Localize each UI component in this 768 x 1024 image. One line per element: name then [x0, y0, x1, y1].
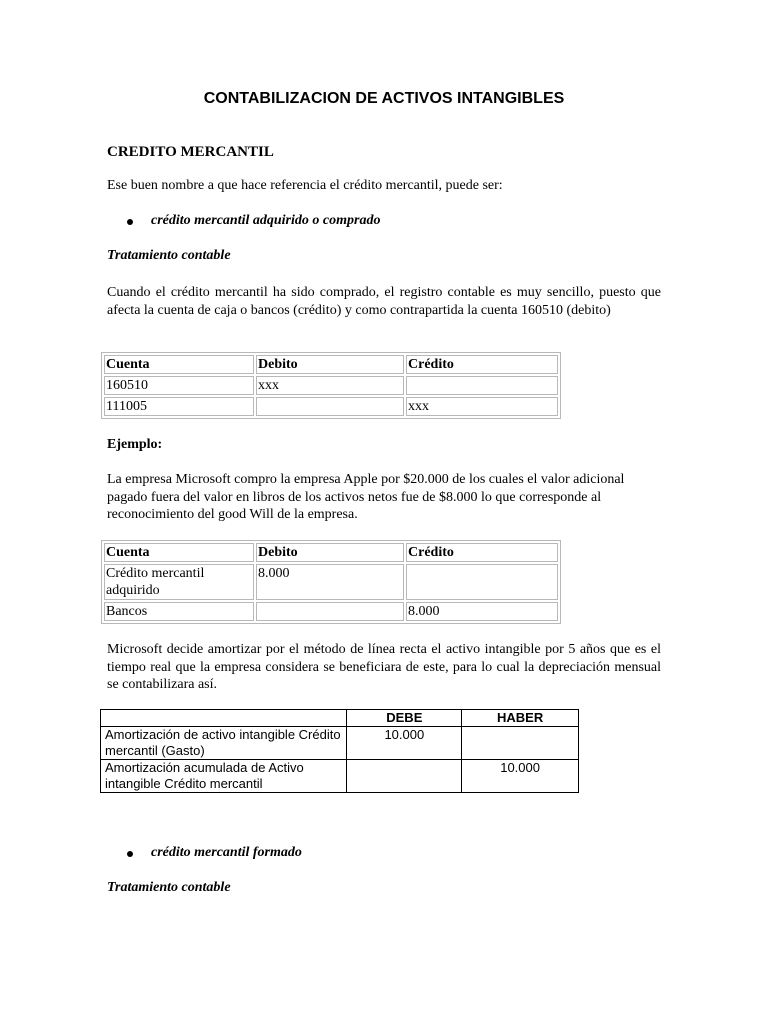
column-header: DEBE [347, 710, 462, 727]
table-cell: 160510 [104, 376, 254, 395]
example-heading: Ejemplo: [107, 437, 163, 452]
document-title: CONTABILIZACION DE ACTIVOS INTANGIBLES [203, 90, 565, 107]
subheading-tratamiento-2: Tratamiento contable [107, 880, 231, 895]
bullet-text: crédito mercantil adquirido o comprado [151, 213, 381, 228]
column-header: Debito [256, 355, 404, 374]
column-header [101, 710, 347, 727]
column-header: Crédito [406, 543, 558, 562]
table-cell [256, 602, 404, 621]
table-cell [256, 397, 404, 416]
amortization-table [100, 709, 579, 793]
table-row [104, 564, 558, 600]
column-header: Crédito [406, 355, 558, 374]
table-cell: xxx [256, 376, 404, 395]
table-header-row [104, 355, 558, 374]
table-cell: 10.000 [462, 760, 579, 793]
subheading-tratamiento: Tratamiento contable [107, 248, 231, 263]
intro-paragraph: Ese buen nombre a que hace referencia el crédito mercantil, puede ser: [107, 178, 503, 193]
table-row [101, 727, 579, 760]
bullet-icon [127, 851, 133, 857]
table-row [104, 397, 558, 416]
table-cell [462, 727, 579, 760]
bullet-text: crédito mercantil formado [151, 845, 302, 860]
table-cell: Bancos [104, 602, 254, 621]
paragraph-amortizacion: Microsoft decide amortizar por el método de línea recta el activo intangible por 5 años que es el tiempo real que la empresa considera se beneficiara de este, para lo cual la depreciación mensual se contabilizara así. [107, 642, 661, 692]
table-row [104, 602, 558, 621]
column-header: Cuenta [104, 543, 254, 562]
paragraph-registro: Cuando el crédito mercantil ha sido comprado, el registro contable es muy sencillo, puesto que afecta la cuenta de caja o bancos (crédito) y como contrapartida la cuenta 160510 (debito) [107, 285, 661, 318]
table-row [101, 760, 579, 793]
table-cell: Amortización acumulada de Activo intangible Crédito mercantil [101, 760, 347, 793]
section-heading: CREDITO MERCANTIL [107, 144, 274, 160]
table-cell [406, 376, 558, 395]
table-header-row [104, 543, 558, 562]
column-header: Cuenta [104, 355, 254, 374]
accounts-table-2 [101, 540, 561, 624]
table-cell: 8.000 [406, 602, 558, 621]
table-cell: 10.000 [347, 727, 462, 760]
column-header: Debito [256, 543, 404, 562]
column-header: HABER [462, 710, 579, 727]
table-cell: 8.000 [256, 564, 404, 600]
accounts-table-1 [101, 352, 561, 419]
table-row [104, 376, 558, 395]
table-header-row [101, 710, 579, 727]
table-cell: xxx [406, 397, 558, 416]
table-cell [406, 564, 558, 600]
table-cell: Amortización de activo intangible Crédito mercantil (Gasto) [101, 727, 347, 760]
bullet-icon [127, 219, 133, 225]
paragraph-example: La empresa Microsoft compro la empresa Apple por $20.000 de los cuales el valor adicional pagado fuera del valor en libros de los activos netos fue de $8.000 lo que corresponde al reconocimiento del good Will de la empresa. [107, 472, 625, 522]
table-cell: 111005 [104, 397, 254, 416]
table-cell [347, 760, 462, 793]
table-cell: Crédito mercantil adquirido [104, 564, 254, 600]
